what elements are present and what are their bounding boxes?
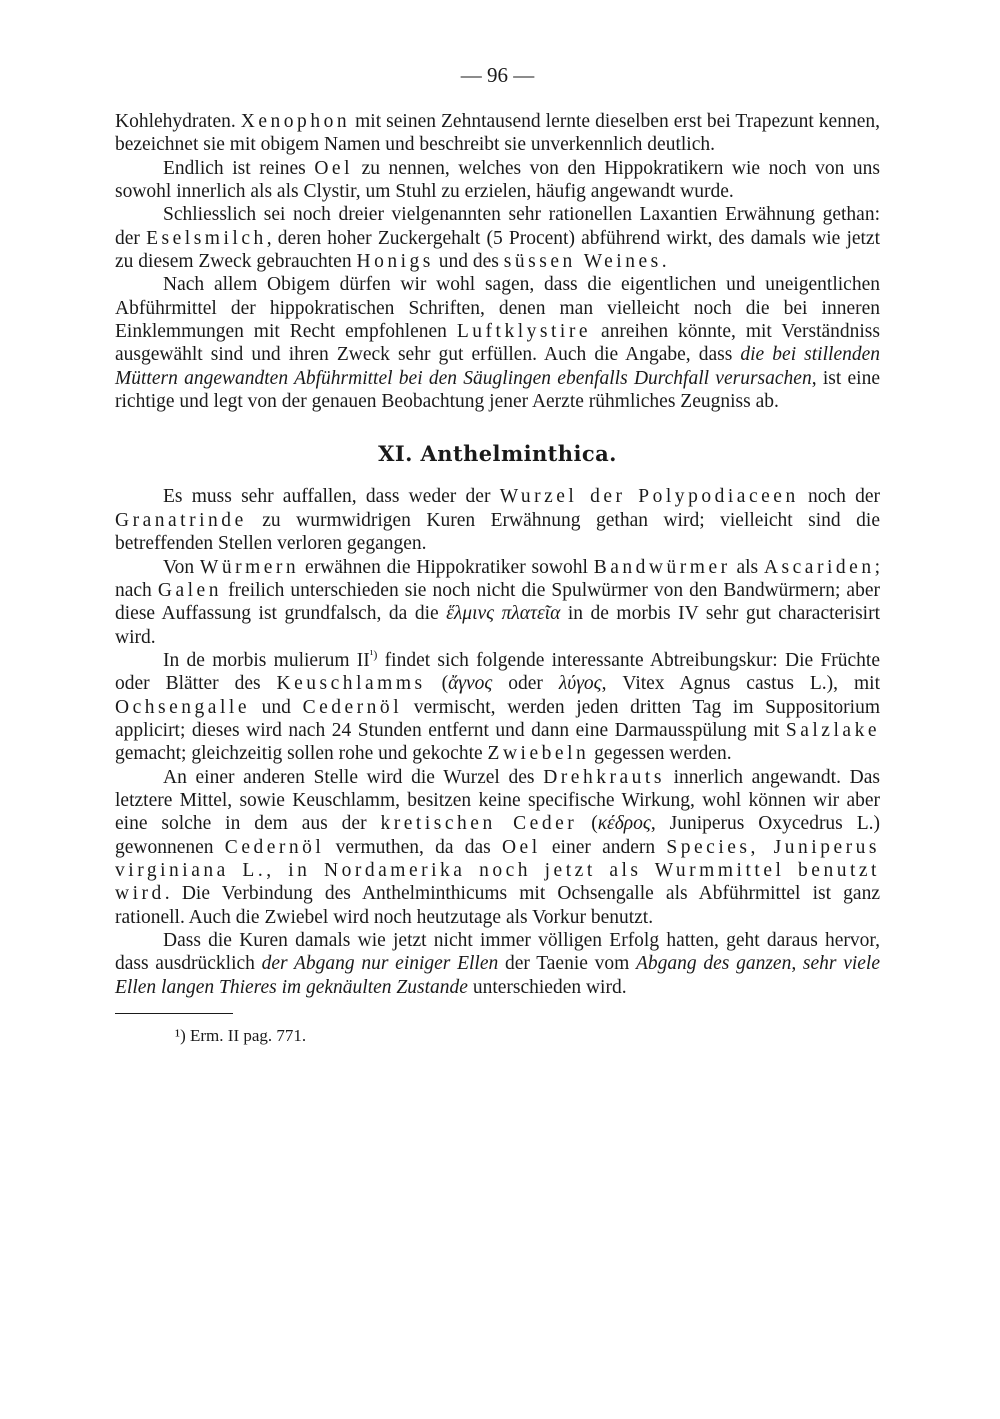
paragraph [115, 110, 880, 157]
text-run: gemacht; gleichzeitig sollen rohe und gekochte [115, 743, 488, 765]
section-heading: XI. Anthelminthica. [378, 441, 617, 467]
spaced-emphasis: Granatrinde [115, 509, 247, 531]
paragraph [115, 556, 880, 649]
paragraph [115, 203, 880, 273]
italic-text: der Abgang nur einiger Ellen [261, 953, 499, 975]
text-run: ( [577, 813, 598, 835]
text-run: innerlich angewandt. Das letztere Mittel, sowie Keuschlamm, besitzen keine specifische Wirkung, wohl können wir aber eine solche in dem aus der [115, 766, 880, 835]
text-run: ( [425, 673, 449, 695]
text-run: als [730, 556, 764, 578]
text-run: erwähnen die Hippokratiker sowohl [299, 556, 594, 578]
spaced-emphasis: Species, Juniperus virginiana L., in Nordamerika noch jetzt als Wurmmittel benutzt wird [115, 836, 880, 905]
italic-text: Abgang des ganzen, sehr viele Ellen langen Thieres im geknäulten Zustande [115, 953, 880, 998]
spaced-emphasis: Ascariden [763, 556, 875, 578]
paragraph [115, 485, 880, 555]
spaced-emphasis: Bandwürmer [593, 556, 731, 578]
text-run: anreihen könnte, mit Verständniss ausgewählt sind und ihren Zweck sehr gut erfüllen. Auch die Angabe, dass [115, 321, 880, 366]
text-run: freilich unterschieden sie noch nicht die Spulwürmer von den Bandwürmern; aber diese Auffassung ist grundfalsch, da die [115, 579, 880, 625]
text-run: gegessen werden. [589, 743, 732, 765]
footnote: ¹) Erm. II pag. 771. [175, 1026, 307, 1046]
italic-text: die bei stillenden Müttern angewandten Abführmittel bei den Säuglingen ebenfalls Durchfall verursachen [115, 344, 880, 389]
text-run: Nach allem Obigem dürfen wir wohl sagen, dass die eigentlichen und uneigentlichen Abführmittel der hippokratischen Schriften, denen man vielleicht noch die bei inneren Einklemmungen mit Recht empfohlenen [115, 274, 880, 343]
text-run: Von [163, 556, 200, 578]
paragraph [115, 273, 880, 413]
text-run: oder [492, 673, 559, 695]
spaced-emphasis: Galen [157, 579, 222, 601]
text-run: mit seinen Zehntausend lernte dieselben erst bei Trapezunt kennen, bezeichnet sie mit obigem Namen und beschreibt sie unverkennlich deutlich. [115, 111, 880, 156]
text-run: einer andern [540, 836, 667, 858]
footnote-marker: ¹) [369, 647, 378, 662]
spaced-emphasis: Cedernöl [224, 836, 325, 858]
text-block-laxatives [115, 110, 880, 413]
text-run: unterschieden wird. [467, 976, 627, 998]
spaced-emphasis: Würmern [199, 556, 300, 578]
spaced-emphasis: süssen Weines [503, 251, 662, 273]
text-block-anthelminthica [115, 485, 880, 999]
footnote-rule [115, 1013, 233, 1014]
text-run: Dass die Kuren damals wie jetzt nicht immer völligen Erfolg hatten, geht daraus hervor, dass ausdrücklich [115, 930, 880, 975]
text-run: An einer anderen Stelle wird die Wurzel des [163, 766, 544, 788]
text-run: zu wurmwidrigen Kuren Erwähnung gethan wird; vielleicht sind die betreffenden Stellen verloren gegangen. [115, 509, 880, 555]
spaced-emphasis: Zwiebeln [487, 743, 590, 765]
spaced-emphasis: Honigs [356, 251, 434, 273]
text-run: vermischt, werden jeden dritten Tag im Suppositorium applicirt; dieses wird nach 24 Stunden entfernt und dann eine Darmausspülung mit [115, 696, 881, 741]
text-run: , Vitex Agnus castus L.), mit [601, 673, 880, 695]
paragraph [115, 929, 880, 999]
spaced-emphasis: Drehkrauts [543, 766, 665, 788]
paragraph [115, 157, 880, 204]
spaced-emphasis: Xenophon [240, 111, 351, 132]
text-run: zu nennen, welches von den Hippokratikern wie noch von uns sowohl innerlich als als Clystir, um Stuhl zu erzielen, häufig angewandt wurde. [115, 157, 880, 203]
spaced-emphasis: Wurzel der Polypodiaceen [499, 486, 799, 508]
italic-text: ἕλμινς πλατεῖα [446, 603, 561, 625]
paragraph [115, 649, 880, 766]
spaced-emphasis: Ochsengalle [115, 696, 250, 718]
italic-text: λύγος [558, 673, 602, 695]
page-number: — 96 — [460, 63, 535, 87]
spaced-emphasis: Cedernöl [302, 696, 403, 718]
text-run: . [661, 251, 667, 273]
spaced-emphasis: Oel [314, 157, 354, 179]
spaced-emphasis: Eselsmilch [146, 227, 267, 249]
text-run: , deren hoher Zuckergehalt (5 Procent) abführend wirkt, des damals wie jetzt zu diesem Zweck gebrauchten [115, 227, 881, 273]
text-run: . Die Verbindung des Anthelminthicums mit Ochsengalle als Abführmittel ist ganz rationell. Auch die Zwiebel wird noch heutzutage als Vorkur benutzt. [115, 883, 880, 928]
text-run: in de morbis IV sehr gut characterisirt wird. [115, 603, 881, 648]
text-run: Es muss sehr auffallen, dass weder der [163, 486, 500, 508]
paragraph [115, 766, 880, 929]
text-run: vermuthen, da das [324, 836, 502, 858]
spaced-emphasis: Oel [501, 836, 541, 858]
text-run: ; nach [115, 556, 880, 601]
text-run: Schliesslich sei noch dreier vielgenannten sehr rationellen Laxantien Erwähnung gethan: der [115, 204, 880, 249]
text-run: findet sich folgende interessante Abtreibungskur: Die Früchte oder Blätter des [115, 649, 881, 695]
text-run: Kohlehydraten. [115, 111, 241, 132]
book-page [115, 62, 880, 1046]
text-run: In de morbis mulierum II [163, 649, 370, 671]
italic-text: ἄγνος [448, 673, 493, 695]
text-run: der Taenie vom [498, 953, 636, 975]
spaced-emphasis: Keuschlamms [276, 673, 426, 695]
text-run: Endlich ist reines [163, 157, 315, 179]
spaced-emphasis: Salzlake [785, 719, 880, 741]
text-run: und [250, 696, 303, 718]
text-run: noch der [798, 486, 880, 508]
spaced-emphasis: kretischen Ceder [380, 813, 578, 835]
spaced-emphasis: Luftklystire [456, 321, 592, 343]
italic-text: κέδρος [597, 813, 651, 835]
text-run: , Juniperus Oxycedrus L.) gewonnenen [115, 813, 880, 858]
text-run: , ist eine richtige und legt von der genauen Beobachtung jener Aerzte rühmliches Zeugniss ab. [115, 367, 880, 413]
text-run: und des [433, 251, 504, 273]
